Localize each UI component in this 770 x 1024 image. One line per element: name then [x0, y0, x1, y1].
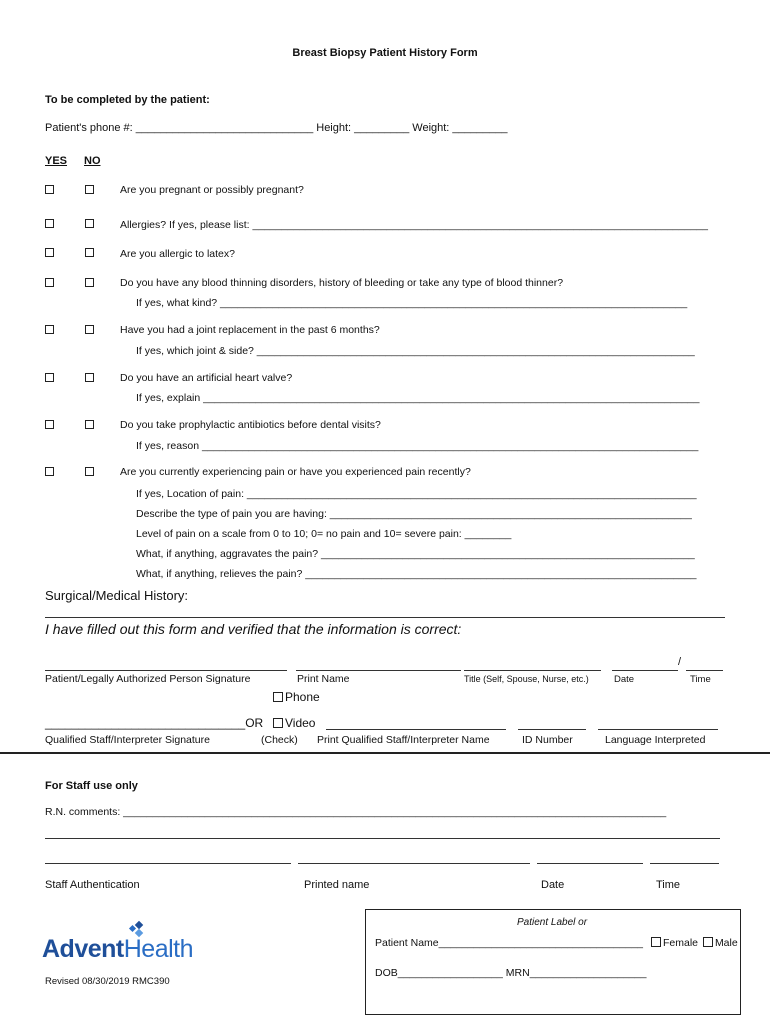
q2-yes-checkbox[interactable]: [45, 219, 54, 228]
q7-followup: If yes, reason _____________________________________________________________________________________: [136, 440, 699, 452]
q8-relieves: What, if anything, relieves the pain? ___________________________________________________________________: [136, 568, 697, 580]
q4-no-checkbox[interactable]: [85, 278, 94, 287]
q6-text: Do you have an artificial heart valve?: [120, 372, 293, 384]
check-label: (Check): [261, 734, 298, 746]
q7-text: Do you take prophylactic antibiotics before dental visits?: [120, 419, 381, 431]
q7-yes-checkbox[interactable]: [45, 420, 54, 429]
patient-signature-label: Patient/Legally Authorized Person Signature: [45, 673, 251, 685]
date-label: Date: [614, 674, 635, 685]
video-checkbox[interactable]: [273, 718, 283, 728]
yes-header: YES: [45, 155, 68, 167]
staff-signature-label: Qualified Staff/Interpreter Signature: [45, 734, 210, 746]
staff-auth-line[interactable]: [45, 863, 291, 864]
q4-text: Do you have any blood thinning disorders, history of bleeding or take any type of blood thinner?: [120, 277, 564, 289]
form-subtitle: To be completed by the patient:: [45, 94, 210, 106]
q4-yes-checkbox[interactable]: [45, 278, 54, 287]
q8-level: Level of pain on a scale from 0 to 10; 0= no pain and 10= severe pain: ________: [136, 528, 512, 540]
revision-note: Revised 08/30/2019 RMC390: [45, 976, 170, 987]
sex-options[interactable]: [651, 937, 738, 949]
logo-word-advent: Advent: [42, 935, 124, 963]
staff-date-line[interactable]: [537, 863, 643, 864]
printed-name-line[interactable]: [298, 863, 530, 864]
staff-time-label: Time: [656, 879, 681, 891]
q8-type: Describe the type of pain you are having: ______________________________________________________________: [136, 508, 692, 520]
dob-mrn-field: DOB__________________ MRN____________________: [375, 967, 647, 979]
id-number-label: ID Number: [522, 734, 573, 746]
q8-aggravates: What, if anything, aggravates the pain? ________________________________________________________________: [136, 548, 695, 560]
q5-text: Have you had a joint replacement in the past 6 months?: [120, 324, 380, 336]
no-header: NO: [84, 155, 101, 167]
title-line[interactable]: [464, 670, 601, 671]
staff-use-header: For Staff use only: [45, 780, 138, 792]
phone-option[interactable]: [273, 690, 320, 704]
id-number-line[interactable]: [518, 729, 586, 730]
patient-signature-line[interactable]: [45, 670, 287, 671]
section-divider: [0, 752, 770, 754]
print-name-label: Print Name: [297, 673, 350, 685]
q1-yes-checkbox[interactable]: [45, 185, 54, 194]
q5-yes-checkbox[interactable]: [45, 325, 54, 334]
language-label: Language Interpreted: [605, 734, 706, 746]
print-staff-name-label: Print Qualified Staff/Interpreter Name: [317, 734, 490, 746]
video-option[interactable]: [273, 716, 315, 730]
date-line[interactable]: [612, 670, 678, 671]
rn-comments: R.N. comments: _____________________________________________________________________________________________: [45, 806, 667, 818]
q3-text: Are you allergic to latex?: [120, 248, 235, 260]
q3-no-checkbox[interactable]: [85, 248, 94, 257]
q6-no-checkbox[interactable]: [85, 373, 94, 382]
form-title: Breast Biopsy Patient History Form: [292, 47, 478, 59]
logo-word-health: Health: [123, 935, 193, 963]
surgical-history-label: Surgical/Medical History:: [45, 588, 189, 603]
patient-label-title: Patient Label or: [517, 917, 588, 928]
language-line[interactable]: [598, 729, 718, 730]
staff-auth-label: Staff Authentication: [45, 879, 140, 891]
q4-followup: If yes, what kind? ________________________________________________________________________________: [136, 297, 688, 309]
q8-text: Are you currently experiencing pain or have you experienced pain recently?: [120, 466, 471, 478]
surgical-history-line[interactable]: [45, 617, 725, 618]
female-label: Female: [663, 937, 699, 949]
verification-statement: I have filled out this form and verified that the information is correct:: [45, 621, 462, 637]
time-line[interactable]: [686, 670, 723, 671]
time-label: Time: [690, 674, 711, 685]
male-checkbox[interactable]: [703, 937, 713, 947]
printed-name-label: Printed name: [304, 879, 370, 891]
staff-print-name-line[interactable]: [326, 729, 506, 730]
q2-no-checkbox[interactable]: [85, 219, 94, 228]
q6-yes-checkbox[interactable]: [45, 373, 54, 382]
staff-date-label: Date: [541, 879, 565, 891]
q6-followup: If yes, explain _____________________________________________________________________________________: [136, 392, 700, 404]
q1-text: Are you pregnant or possibly pregnant?: [120, 184, 304, 196]
q1-no-checkbox[interactable]: [85, 185, 94, 194]
print-name-line[interactable]: [296, 670, 461, 671]
staff-time-line[interactable]: [650, 863, 719, 864]
phone-label: Phone: [285, 690, 320, 704]
phone-checkbox[interactable]: [273, 692, 283, 702]
q7-no-checkbox[interactable]: [85, 420, 94, 429]
q2-text: Allergies? If yes, please list: ______________________________________________________________________________: [120, 219, 708, 231]
video-label: Video: [285, 716, 316, 730]
q5-no-checkbox[interactable]: [85, 325, 94, 334]
female-checkbox[interactable]: [651, 937, 661, 947]
q8-location: If yes, Location of pain: _____________________________________________________________________________: [136, 488, 697, 500]
patient-name-field: Patient Name___________________________________: [375, 937, 644, 949]
q8-yes-checkbox[interactable]: [45, 467, 54, 476]
staff-signature-or-line: ______________________________OR: [45, 716, 264, 730]
q5-followup: If yes, which joint & side? ___________________________________________________________________________: [136, 345, 695, 357]
date-time-slash: /: [678, 656, 682, 668]
q8-no-checkbox[interactable]: [85, 467, 94, 476]
rn-comments-line-2[interactable]: [45, 838, 720, 839]
title-label: Title (Self, Spouse, Nurse, etc.): [464, 674, 589, 684]
q3-yes-checkbox[interactable]: [45, 248, 54, 257]
phone-height-weight-line: Patient's phone #: _____________________________ Height: _________ Weight: _________: [45, 122, 508, 134]
male-label: Male: [714, 937, 738, 949]
